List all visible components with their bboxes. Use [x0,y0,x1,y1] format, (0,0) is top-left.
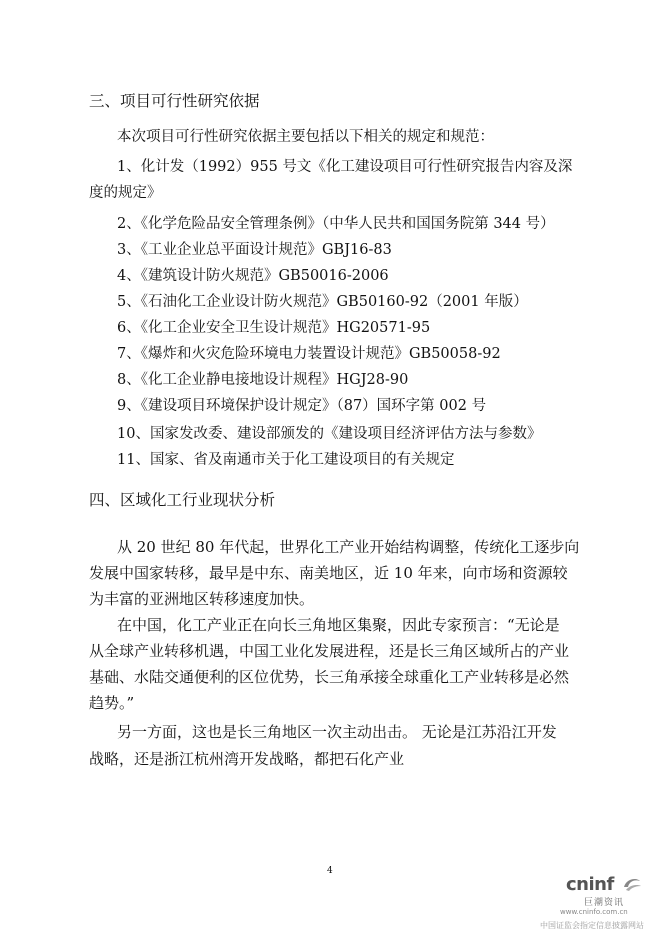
list-item: 8、《化工企业静电接地设计规程》HGJ28-90 [117,372,409,388]
list-item: 3、《工业企业总平面设计规范》GBJ16-83 [117,242,392,258]
list-item: 5、《石油化工企业设计防火规范》GB50160-92（2001 年版） [117,294,528,310]
paragraph-line: 为丰富的亚洲地区转移速度加快。 [89,590,315,608]
paragraph-line: 另一方面，这也是长三角地区一次主动出击。 无论是江苏沿江开发 [117,723,557,741]
list-item: 1、化计发（1992）955 号文《化工建设项目可行性研究报告内容及深 [117,159,573,175]
logo-chinese-name: 巨潮资讯 [584,898,625,908]
list-item: 2、《化学危险品安全管理条例》（中华人民共和国国务院第 344 号） [117,216,555,232]
list-item: 11、国家、省及南通市关于化工建设项目的有关规定 [117,452,455,468]
logo-wordmark: cninf [566,874,614,895]
paragraph-line: 基础、水陆交通便利的区位优势，长三角承接全球重化工产业转移是必然 [89,668,570,686]
section-4-heading: 四、区域化工行业现状分析 [89,491,276,509]
paragraph-line: 发展中国家转移，最早是中东、南美地区，近 10 年来，向市场和资源较 [89,564,568,582]
list-item: 7、《爆炸和火灾危险环境电力装置设计规范》GB50058-92 [117,346,501,362]
page-number: 4 [327,866,333,876]
paragraph-line: 在中国，化工产业正在向长三角地区集聚，因此专家预言：“无论是 [117,616,560,634]
section-3-heading: 三、项目可行性研究依据 [89,92,260,110]
logo-url: www.cninfo.com.cn [560,908,628,916]
list-item: 9、《建设项目环境保护设计规定》（87）国环字第 002 号 [117,398,487,414]
swirl-icon [622,875,642,893]
list-item: 度的规定》 [89,185,162,201]
paragraph-line: 战略，还是浙江杭州湾开发战略，都把石化产业 [89,750,405,768]
list-item: 4、《建筑设计防火规范》GB50016-2006 [117,268,389,284]
paragraph-line: 从全球产业转移机遇，中国工业化发展进程，还是长三角区域所占的产业 [89,642,570,660]
paragraph-line: 从 20 世纪 80 年代起，世界化工产业开始结构调整，传统化工逐步向 [117,538,580,556]
list-item: 6、《化工企业安全卫生设计规范》HG20571-95 [117,320,431,336]
paragraph-line: 趋势。” [89,694,135,712]
list-item: 10、国家发改委、建设部颁发的《建设项目经济评估方法与参数》 [117,426,542,442]
section-3-intro: 本次项目可行性研究依据主要包括以下相关的规定和规范： [117,129,494,145]
logo-organization: 中国证监会指定信息披露网站 [540,921,644,930]
cninfo-logo [540,870,660,936]
